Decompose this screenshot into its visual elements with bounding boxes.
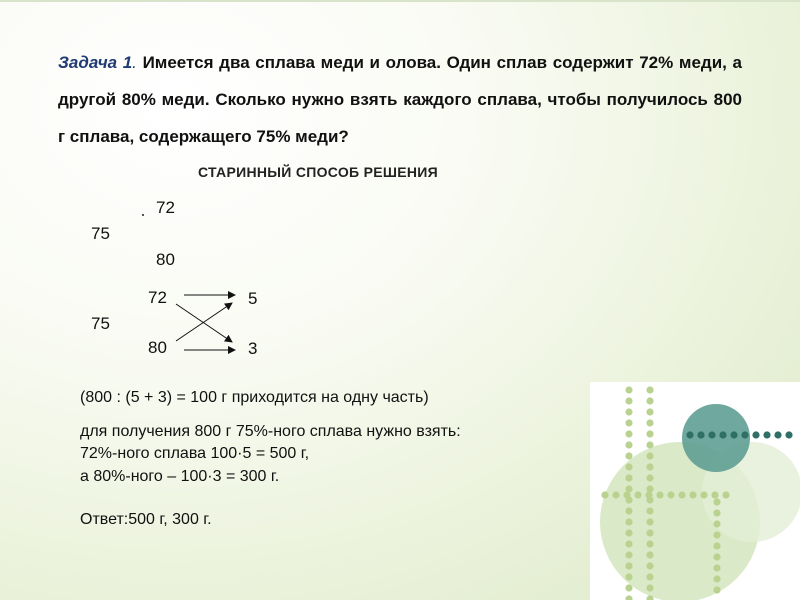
dot (741, 431, 748, 438)
scheme2-right-top-value: 5 (248, 289, 258, 308)
dot (713, 520, 720, 527)
dot (713, 531, 720, 538)
circles-and-dots-ornament (590, 382, 800, 600)
dot (625, 452, 632, 459)
dot (700, 491, 707, 498)
dot (625, 463, 632, 470)
dot (646, 551, 653, 558)
answer-text: Ответ:500 г, 300 г. (80, 511, 212, 528)
dot (625, 386, 632, 393)
dot (625, 573, 632, 580)
dot (774, 431, 781, 438)
dot (646, 485, 653, 492)
teal-circle (682, 404, 750, 472)
solution-line-1: (800 : (5 + 3) = 100 г приходится на одну часть) (80, 389, 429, 406)
dot (646, 507, 653, 514)
dot (708, 431, 715, 438)
dot (646, 529, 653, 536)
dot (625, 397, 632, 404)
dot (763, 431, 770, 438)
dot (646, 562, 653, 569)
dot (625, 551, 632, 558)
dot (713, 498, 720, 505)
dot (713, 586, 720, 593)
arrow-cross-down (176, 304, 232, 342)
dot (713, 564, 720, 571)
dot (634, 491, 641, 498)
dot (689, 491, 696, 498)
dot (646, 386, 653, 393)
dot (646, 474, 653, 481)
dot (646, 463, 653, 470)
dot (711, 491, 718, 498)
scheme2-bottom-value: 80 (148, 338, 167, 357)
dot (625, 529, 632, 536)
dot (646, 408, 653, 415)
dot (667, 491, 674, 498)
dot (713, 575, 720, 582)
problem-label-dot: . (132, 53, 137, 72)
dot (625, 562, 632, 569)
solution-line-4: а 80%-ного – 100·3 = 300 г. (80, 468, 280, 485)
dot (625, 419, 632, 426)
dot (713, 553, 720, 560)
dot (656, 491, 663, 498)
dot (625, 474, 632, 481)
dot (646, 430, 653, 437)
decorative-graphic (590, 382, 800, 600)
problem-label: Задача 1 (58, 53, 133, 72)
dot (646, 573, 653, 580)
scheme1-top-value: 72 (156, 198, 175, 217)
dot (697, 431, 704, 438)
dot (722, 491, 729, 498)
dot (625, 441, 632, 448)
dot (646, 518, 653, 525)
dot (730, 431, 737, 438)
dot (646, 540, 653, 547)
arrow-cross-up (176, 303, 232, 341)
dot (646, 452, 653, 459)
dot (686, 431, 693, 438)
dot (719, 431, 726, 438)
solution-line-2: для получения 800 г 75%-ного сплава нужно взять: (80, 423, 461, 440)
dot (752, 431, 759, 438)
dot (646, 397, 653, 404)
scheme1-bottom-value: 80 (156, 250, 175, 269)
solution-line-3: 72%-ного сплава 100·5 = 500 г, (80, 445, 310, 462)
dot (601, 491, 608, 498)
dot (625, 584, 632, 591)
dot (785, 431, 792, 438)
dot (713, 509, 720, 516)
scheme2-middle-value: 75 (91, 314, 110, 333)
problem-text: Имеется два сплава меди и олова. Один сплав содержит 72% меди, а другой 80% меди. Сколько нужно взять каждого сплава, чтобы получилось 800 г сплава, содержащего 75% меди? (58, 53, 742, 146)
scheme2-top-value: 72 (148, 288, 167, 307)
dot (646, 419, 653, 426)
dot (646, 441, 653, 448)
dot (625, 408, 632, 415)
dot (646, 584, 653, 591)
dot (625, 507, 632, 514)
dot (612, 491, 619, 498)
dot (625, 518, 632, 525)
dot (625, 430, 632, 437)
dot (678, 491, 685, 498)
dot (623, 491, 630, 498)
dot (645, 491, 652, 498)
dot (625, 595, 632, 600)
scheme1-middle-value: 75 (91, 224, 110, 243)
method-title: СТАРИННЫЙ СПОСОБ РЕШЕНИЯ (198, 164, 439, 180)
scheme2-right-bottom-value: 3 (248, 339, 258, 358)
dot (625, 540, 632, 547)
dot (713, 542, 720, 549)
